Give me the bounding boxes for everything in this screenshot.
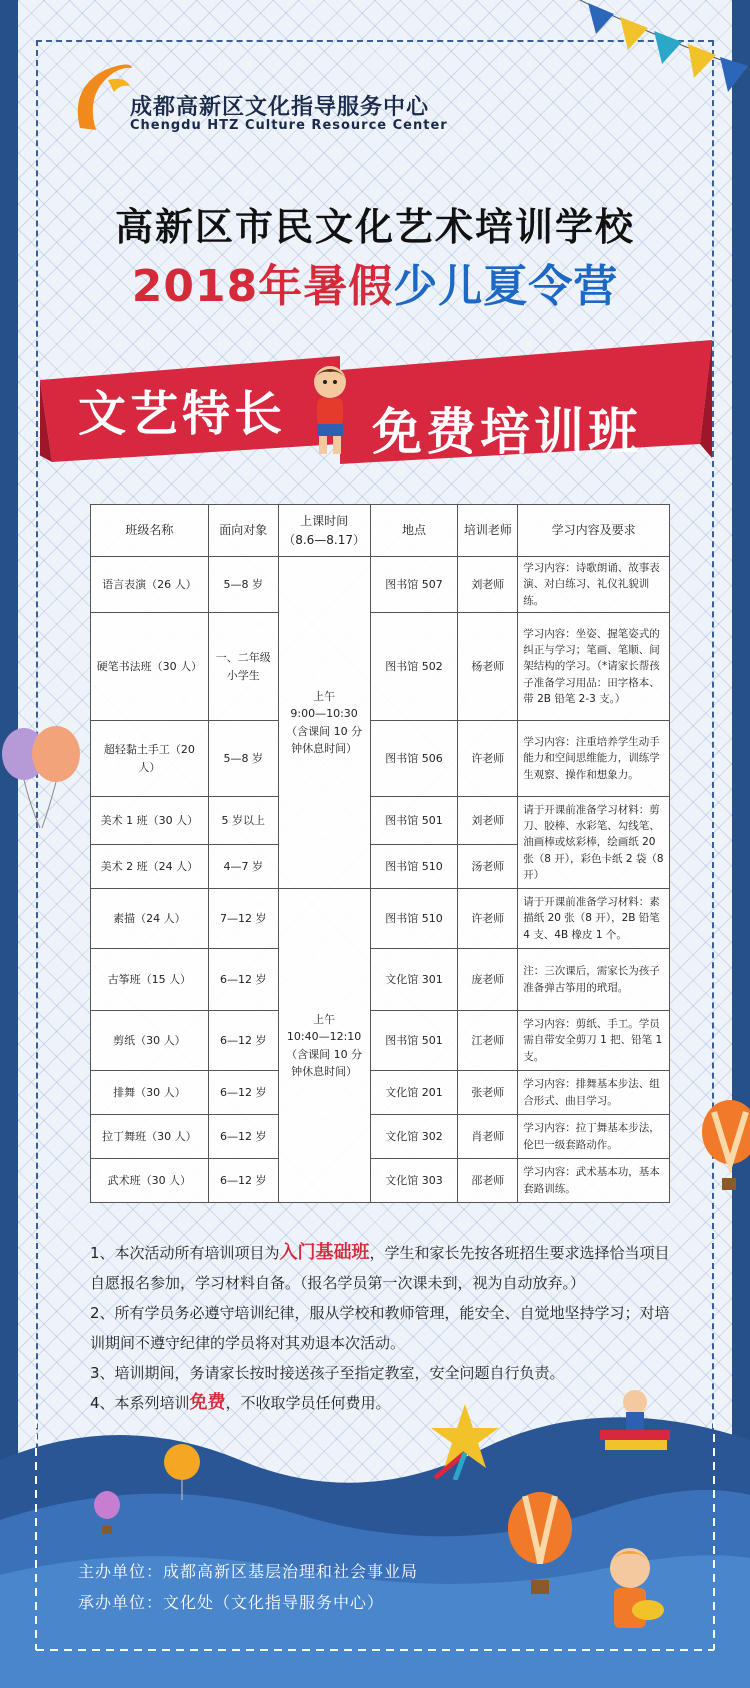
teacher-cell: 江老师 [458,1011,518,1071]
time-label: 上午 [313,1013,336,1027]
class-cell: 超轻黏土手工（20 人） [91,721,209,797]
camp-title [0,250,750,314]
location-cell: 文化馆 201 [370,1071,458,1115]
hot-air-balloon-icon [700,1100,750,1195]
content-cell: 学习内容：注重培养学生动手能力和空间思维能力，训练学生观察、操作和想象力。 [518,721,670,797]
header-target: 面向对象 [208,505,278,557]
note-1-text-b: ，学生和家长先按各班招生要求选择恰当项目自愿报名参加，学习材料自备。（报名学员第一次课未到，视为自动放弃。） [90,1244,670,1292]
content-cell: 学习内容：剪纸、手工。学员需自带安全剪刀 1 把、铅笔 1 支。 [518,1011,670,1071]
target-cell: 5 岁以上 [208,797,278,845]
note-4-text-b: ，不收取学员任何费用。 [225,1394,391,1412]
painter-kid-icon [590,1540,670,1660]
balloons-icon [0,720,84,830]
class-cell: 美术 2 班（24 人） [91,845,209,889]
header-teacher: 培训老师 [458,505,518,557]
target-cell: 6—12 岁 [208,1115,278,1159]
school-title: 高新区市民文化艺术培训学校 [114,205,635,249]
header-content: 学习内容及要求 [518,505,670,557]
table-row [91,613,670,721]
time-label: 上午 [313,690,336,704]
teacher-cell: 邵老师 [458,1159,518,1203]
table-row [91,949,670,1011]
table-row [91,797,670,845]
time-cell-morning2 [278,889,370,1203]
organizer-unit: 承办单位：文化处（文化指导服务中心） [78,1593,385,1612]
tiny-hot-air-balloon-icon [92,1490,122,1538]
logo-name-en: Chengdu HTZ Culture Resource Center [130,118,448,133]
table-row [91,1071,670,1115]
schedule-table [90,504,670,1203]
class-cell: 素描（24 人） [91,889,209,949]
note-1 [90,1238,680,1298]
table-row [91,1115,670,1159]
target-cell: 6—12 岁 [208,1011,278,1071]
content-cell-art: 请于开课前准备学习材料：剪刀、胶棒、水彩笔、勾线笔、油画棒或炫彩棒，绘画纸 20 张（8 开），彩色卡纸 2 袋（8 开） [518,797,670,889]
header-time [278,505,370,557]
teacher-cell: 刘老师 [458,557,518,613]
logo-name-cn: 成都高新区文化指导服务中心 [130,95,430,120]
location-cell: 图书馆 507 [370,557,458,613]
target-cell: 6—12 岁 [208,1159,278,1203]
ribbon-right-text: 免费培训班 [372,403,642,461]
note-1-highlight: 入门基础班 [279,1242,370,1263]
header-time-label: 上课时间 [300,513,349,528]
table-row [91,1011,670,1071]
ribbon-left-text: 文艺特长 [78,386,287,442]
teacher-cell: 许老师 [458,889,518,949]
class-cell: 剪纸（30 人） [91,1011,209,1071]
table-row [91,557,670,613]
stars-icon [425,1400,505,1480]
location-cell: 图书馆 506 [370,721,458,797]
location-cell: 文化馆 303 [370,1159,458,1203]
target-cell: 4—7 岁 [208,845,278,889]
location-cell: 图书馆 510 [370,889,458,949]
time-note-b: 钟休息时间） [291,1064,358,1078]
teacher-cell: 张老师 [458,1071,518,1115]
content-cell: 注：三次课后，需家长为孩子准备弹古筝用的玳瑁。 [518,949,670,1011]
content-cell: 学习内容：排舞基本步法、组合形式、曲目学习。 [518,1071,670,1115]
header-time-range: （8.6—8.17） [283,532,365,547]
time-cell-morning1 [278,557,370,889]
table-header-row [91,505,670,557]
note-4-highlight: 免费 [189,1392,226,1413]
content-cell: 学习内容：诗歌朗诵、故事表演、对白练习、礼仪礼貌训练。 [518,557,670,613]
class-cell: 排舞（30 人） [91,1071,209,1115]
header-location: 地点 [370,505,458,557]
class-cell: 武术班（30 人） [91,1159,209,1203]
target-cell: 5—8 岁 [208,557,278,613]
big-hot-air-balloon-icon [505,1490,575,1600]
teacher-cell: 汤老师 [458,845,518,889]
time-note-a: （含课间 10 分 [286,724,363,738]
table-row [91,1159,670,1203]
location-cell: 图书馆 501 [370,1011,458,1071]
time-note-a: （含课间 10 分 [286,1047,363,1061]
table-row [91,889,670,949]
note-1-text-a: 1、本次活动所有培训项目为 [90,1244,280,1262]
target-cell: 7—12 岁 [208,889,278,949]
content-cell: 学习内容：拉丁舞基本步法，伦巴一级套路动作。 [518,1115,670,1159]
teacher-cell: 许老师 [458,721,518,797]
logo [70,58,450,148]
class-cell: 语言表演（26 人） [91,557,209,613]
target-cell: 一、二年级小学生 [208,613,278,721]
target-cell: 5—8 岁 [208,721,278,797]
location-cell: 图书馆 502 [370,613,458,721]
table-row [91,721,670,797]
host-unit: 主办单位：成都高新区基层治理和社会事业局 [78,1562,419,1581]
small-balloon-icon [162,1442,202,1502]
class-cell: 古筝班（15 人） [91,949,209,1011]
class-cell: 美术 1 班（30 人） [91,797,209,845]
cartoon-kid-icon [295,360,365,460]
content-cell: 学习内容：坐姿、握笔姿式的纠正与学习；笔画、笔顺、间架结构的学习。（*请家长帮孩子准备学习用品：田字格本、带 2B 铅笔 2-3 支。） [518,613,670,721]
reading-kid-icon [590,1380,680,1460]
teacher-cell: 杨老师 [458,613,518,721]
teacher-cell: 刘老师 [458,797,518,845]
location-cell: 文化馆 301 [370,949,458,1011]
target-cell: 6—12 岁 [208,1071,278,1115]
header-class: 班级名称 [91,505,209,557]
camp-title-year: 2018年暑假 [131,261,394,312]
content-cell: 请于开课前准备学习材料：素描纸 20 张（8 开），2B 铅笔 4 支、4B 橡皮 1 个。 [518,889,670,949]
note-3: 3、培训期间，务请家长按时接送孩子至指定教室，安全问题自行负责。 [90,1364,565,1382]
class-cell: 硬笔书法班（30 人） [91,613,209,721]
time-range: 10:40—12:10 [286,1030,362,1044]
class-cell: 拉丁舞班（30 人） [91,1115,209,1159]
location-cell: 文化馆 302 [370,1115,458,1159]
note-2: 2、所有学员务必遵守培训纪律，服从学校和教师管理，能安全、自觉地坚持学习；对培训期间不遵守纪律的学员将对其劝退本次活动。 [90,1304,670,1352]
camp-title-name: 少儿夏令营 [393,261,619,312]
time-note-b: 钟休息时间） [291,741,358,755]
teacher-cell: 庞老师 [458,949,518,1011]
location-cell: 图书馆 501 [370,797,458,845]
teacher-cell: 肖老师 [458,1115,518,1159]
note-4-text-a: 4、本系列培训 [90,1394,190,1412]
bunting-flags-icon [570,0,750,110]
target-cell: 6—12 岁 [208,949,278,1011]
location-cell: 图书馆 510 [370,845,458,889]
time-range: 9:00—10:30 [290,707,358,721]
content-cell: 学习内容：武术基本功，基本套路训练。 [518,1159,670,1203]
